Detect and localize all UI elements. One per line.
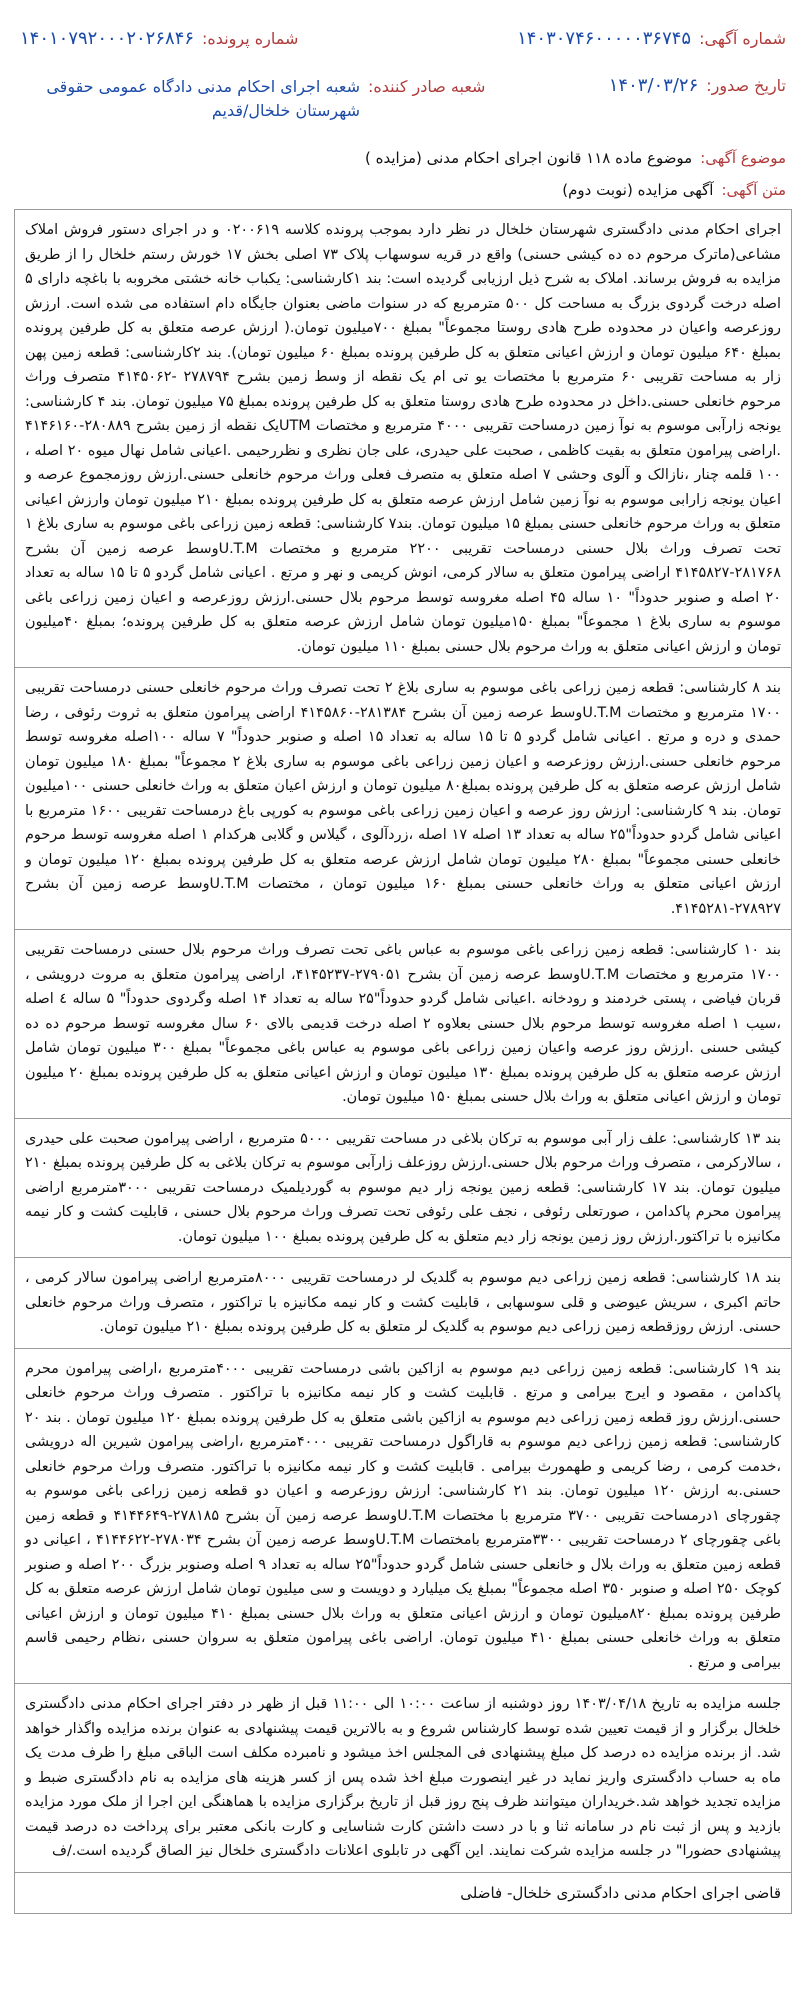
ad-title-row bbox=[14, 181, 792, 199]
ad-text-label: متن آگهی: bbox=[721, 181, 786, 199]
case-number-label: شماره پرونده: bbox=[202, 29, 299, 48]
header-row-2 bbox=[14, 75, 792, 123]
ad-number-block bbox=[517, 28, 786, 49]
ad-number-label: شماره آگهی: bbox=[699, 29, 786, 48]
issue-date-block bbox=[609, 75, 786, 96]
header-row-1 bbox=[14, 28, 792, 49]
paragraph: جلسه مزایده به تاریخ ۱۴۰۳/۰۴/۱۸ روز دوشنبه از ساعت ۱۰:۰۰ الی ۱۱:۰۰ قبل از ظهر در دفتر اجرای احکام مدنی دادگستری خلخال برگزار و از قیمت تعیین شده توسط کارشناس شروع و به بالاترین قیمت پیشنهادی به عنوان برنده مزایده واگذار خواهد شد. از برنده مزایده ده درصد کل مبلغ پیشنهادی فی المجلس اخذ میشود و نامبرده مکلف است الباقی مبلغ را ظرف مدت یک ماه به حساب دادگستری واریز نماید در غیر اینصورت مبلغ اخذ شده پس از کسر هزینه های مزایده به نام دادگستری ضبط و مزایده تجدید خواهد شد.خریداران میتوانند ظرف پنج روز قبل از تاریخ برگزاری مزایده با هماهنگی این اجرا از ملک مورد مزایده بازدید و پس از ثبت نام در سامانه ثنا و با در دست داشتن کارت شناسایی و کارت بانکی معتبر برای پرداخت ده درصد قیمت پیشنهادی حضورا" در جلسه مزایده شرکت نمایند. این آگهی در تابلوی اعلانات دادگستری خلخال نیز الصاق گردیده است./ف bbox=[14, 1684, 792, 1873]
ad-body bbox=[14, 209, 792, 1914]
issue-date-label: تاریخ صدور: bbox=[706, 76, 786, 95]
paragraph: بند ۱۹ کارشناسی: قطعه زمین زراعی دیم موسوم به ازاکین باشی درمساحت تقریبی ۴۰۰۰مترمربع ،اراضی پیرامون محرم پاکدامن ، مقصود و ایرج بیرامی و مرتع . قابلیت کشت و کار نیمه مکانیزه با تراکتور . متصرف وراث مرحوم خانعلی حسنی.ارزش روز قطعه زمین زراعی دیم موسوم به ازاکین باشی متعلق به کل طرفین پرونده بمبلغ ۱۲۰ میلیون تومان . بند ۲۰ کارشناسی: قطعه زمین زراعی دیم موسوم به قاراگول درمساحت تقریبی ۴۰۰۰مترمربع ،اراضی پیرامون شیرین اله درویشی ،خدمت کرمی ، رضا کریمی و طهمورث بیرامی . قابلیت کشت و کار نیمه مکانیزه با تراکتور. متصرف وراث مرحوم خانعلی حسنی.به ارزش ۱۲۰ میلیون تومان. بند ۲۱ کارشناسی: ارزش روزعرصه و اعیان دو قطعه زمین زراعی باغی موسوم به چقورچای ۱درمساحت تقریبی ۳۷۰۰ مترمربع با مختصات U.T.Mوسط عرصه زمین آن بشرح ۲۷۸۱۸۵-۴۱۴۴۶۴۹ و قطعه زمین باغی چقورچای ۲ درمساحت تقریبی ۳۳۰۰مترمربع بامختصات U.T.Mوسط عرصه زمین آن بشرح ۲۷۸۰۳۴-۴۱۴۴۶۲۲ ، اعیانی دو قطعه زمین متعلق به وراث بلال و خانعلی حسنی شامل گردو حدوداً"۲۵ ساله به تعداد ۹ اصله وصنوبر بزرگ ۲۰۰ اصله و صنوبر کوچک ۲۵۰ اصله و صنوبر ۳۵۰ اصله مجموعاً" بمبلغ یک میلیارد و دویست و سی میلیون تومان شامل ارزش عرصه متعلق به کل طرفین پرونده بمبلغ ۸۲۰میلیون تومان و ارزش اعیانی متعلق به وراث بلال حسنی بمبلغ ۴۱۰ میلیون تومان و ارزش اعیانی متعلق به وراث خانعلی حسنی بمبلغ ۴۱۰ میلیون تومان. اراضی باغی پیرامون متعلق به سروان حسنی ،نظام رحیمی قاسم بیرامی و مرتع . bbox=[14, 1349, 792, 1685]
issuing-branch-block bbox=[20, 75, 485, 123]
ad-title: آگهی مزایده (نوبت دوم) bbox=[562, 181, 714, 199]
subject-label: موضوع آگهی: bbox=[700, 149, 786, 167]
paragraph: اجرای احکام مدنی دادگستری شهرستان خلخال در نظر دارد بموجب پرونده کلاسه ۰۲۰۰۶۱۹ و در اجرای دستور فروش املاک مشاعی(ماترک مرحوم ده ده کیشی حسنی) واقع در قریه سوسهاب پلاک ۷۳ اصلی بخش ۱۷ خورش رستم خلخال را از طریق مزایده به فروش برساند. املاک به شرح ذیل ارزیابی گردیده است: بند ۱کارشناسی: یکباب خانه خشتی مخروبه با باغچه دارای ۵ اصله درخت گردوی بزرگ به مساحت کل ۵۰۰ مترمربع که در سنوات ماضی بعنوان جایگاه دام استفاده می شده است. ارزش روزعرصه واعیان در محدوده طرح هادی روستا مجموعاً" بمبلغ ۷۰۰میلیون تومان.( ارزش عرصه متعلق به کل طرفین پرونده بمبلغ ۶۴۰ میلیون تومان و ارزش اعیانی متعلق به کل طرفین پرونده بمبلغ ۶۰ میلیون تومان). بند ۲کارشناسی: قطعه زمین پهن زار به مساحت تقریبی ۶۰ مترمربع با مختصات یو تی ام یک نقطه از وسط زمین بشرح ۲۷۸۷۹۴ -۴۱۴۵۰۶۲ متصرف وراث مرحوم خانعلی حسنی.داخل در محدوده طرح هادی روستا متعلق به کل طرفین پرونده بمبلغ ۷۵ میلیون تومان. بند ۴ کارشناسی: یونجه زارآبی موسوم به نوآ زمین درمساحت تقریبی ۴۰۰۰ مترمربع و مختصات UTMیک نقطه از زمین بشرح ۲۸۰۸۸۹-۴۱۴۶۱۶۰ .اراضی پیرامون متعلق به بقیت کاظمی ، صحبت علی حیدری، علی جان نظری و نظررحیمی .اعیانی شامل نهال میوه ۲۰ اصله ، ۱۰۰ قلمه چنار ،نازالک و آلوی وحشی ۷ اصله متعلق به متصرف فعلی وراث مرحوم خانعلی حسنی.ارزش روزمجموع عرصه و اعیان یونجه زارابی موسوم به نوآ زمین شامل ارزش عرصه متعلق به کل طرفین پرونده بمبلغ ۲۱۰ میلیون تومان وارزش اعیانی متعلق به وراث مرحوم خانعلی حسنی بمبلغ ۱۵ میلیون تومان. بند۷ کارشناسی: قطعه زمین زراعی باغی موسوم به ساری بلاغ ۱ تحت تصرف وراث بلال حسنی درمساحت تقریبی ۲۲۰۰ مترمربع و مختصات U.T.Mوسط عرصه زمین آن بشرح ۲۸۱۷۶۸-۴۱۴۵۸۲۷ اراضی پیرامون متعلق به سالار کرمی، انوش کریمی و نهر و مرتع . اعیانی شامل گردو ۵ تا ۱۵ ساله به تعداد ۲۰ اصله و صنوبر حدوداً" ۱۰ ساله ۴۵ اصله مغروسه توسط مرحوم بلال حسنی.ارزش روزعرصه و اعیان زمین زراعی باغی موسوم به ساری بلاغ ۱ مجموعاً" بمبلغ ۱۵۰میلیون تومان شامل ارزش عرصه متعلق به کل طرفین پرونده؛ بمبلغ ۴۰میلیون تومان و ارزش اعیانی متعلق به وراث مرحوم بلال حسنی بمبلغ ۱۱۰ میلیون تومان. bbox=[14, 209, 792, 668]
case-number: ۱۴۰۱۰۷۹۲۰۰۰۲۰۲۶۸۴۶ bbox=[20, 28, 195, 49]
paragraph: بند ۱۳ کارشناسی: علف زار آبی موسوم به ترکان بلاغی در مساحت تقریبی ۵۰۰۰ مترمربع ، اراضی پیرامون صحبت علی حیدری ، سالارکرمی ، متصرف وراث مرحوم بلال حسنی.ارزش روزعلف زارآبی موسوم به ترکان بلاغی به کل طرفین پرونده بمبلغ ۲۱۰ میلیون تومان. بند ۱۷ کارشناسی: قطعه زمین یونجه زار دیم موسوم به گوردیلمیک درمساحت تقریبی ۳۰۰۰مترمربع اراضی پیرامون محرم پاکدامن ، صورتعلی رئوفی ، نجف علی رئوفی تحت تصرف وراث مرحوم بلال حسنی ، قابلیت کشت و کار نیمه مکانیزه با تراکتور.ارزش روز زمین یونجه زار دیم متعلق به کل طرفین پرونده بمبلغ ۱۰۰ میلیون تومان. bbox=[14, 1119, 792, 1259]
subject-text: موضوع ماده ۱۱۸ قانون اجرای احکام مدنی (مزایده ) bbox=[364, 149, 693, 167]
paragraph: بند ۸ کارشناسی: قطعه زمین زراعی باغی موسوم به ساری بلاغ ۲ تحت تصرف وراث مرحوم خانعلی حسنی درمساحت تقریبی ۱۷۰۰ مترمربع و مختصات U.T.Mوسط عرصه زمین آن بشرح ۲۸۱۳۸۴-۴۱۴۵۸۶۰ اراضی پیرامون متعلق به ثروت رئوفی ، رضا حمدی و دره و مرتع . اعیانی شامل گردو ۵ تا ۱۵ ساله به تعداد ۱۵ اصله و صنوبر حدوداً" ۷ ساله ۱۰۰اصله مغروسه توسط مرحوم خانعلی حسنی.ارزش روزعرصه و اعیان زمین زراعی باغی موسوم به ساری بلاغ ۲ مجموعاً" بمبلغ ۱۸۰ میلیون تومان شامل ارزش عرصه متعلق به کل طرفین پرونده بمبلغ۸۰ میلیون تومان و ارزش اعیان متعلق به وراث خانعلی حسنی ۱۰۰میلیون تومان. بند ۹ کارشناسی: ارزش روز عرصه و اعیان زمین زراعی باغی موسوم به کورپی باغ درمساحت تقریبی ۱۶۰۰ مترمربع با اعیانی شامل گردو حدوداً"۲۵ ساله به تعداد ۱۳ اصله ۱۷ اصله ،زردآلوی ، گیلاس و گلابی هرکدام ۱ اصله مغروسه توسط مرحوم خانعلی حسنی مجموعاً" بمبلغ ۲۸۰ میلیون تومان شامل ارزش عرصه متعلق به کل طرفین پرونده بمبلغ ۱۲۰ میلیون تومان و ارزش اعیانی متعلق به وراث خانعلی حسنی بمبلغ ۱۶۰ میلیون تومان ، مختصات U.T.Mوسط عرصه زمین آن بشرح ۲۷۸۹۲۷-۴۱۴۵۲۸۱. bbox=[14, 668, 792, 930]
issuing-branch-label: شعبه صادر کننده: bbox=[368, 77, 486, 96]
subject-row bbox=[14, 149, 792, 167]
issuing-branch: شعبه اجرای احکام مدنی دادگاه عمومی حقوقی شهرستان خلخال/قدیم bbox=[46, 77, 360, 120]
paragraph: بند ۱۸ کارشناسی: قطعه زمین زراعی دیم موسوم به گلدیک لر درمساحت تقریبی ۸۰۰۰مترمربع اراضی پیرامون سالار کرمی ، حاتم اکبری ، سریش عیوضی و قلی سوسهابی ، قابلیت کشت و کار نیمه مکانیزه با تراکتور ، متصرف وراث مرحوم خانعلی حسنی. ارزش روزقطعه زمین زراعی دیم موسوم به گلدیک لر متعلق به کل طرفین پرونده بمبلغ ۲۱۰ میلیون تومان. bbox=[14, 1258, 792, 1349]
ad-number: ۱۴۰۳۰۷۴۶۰۰۰۰۰۳۶۷۴۵ bbox=[517, 28, 692, 49]
issue-date: ۱۴۰۳/۰۳/۲۶ bbox=[608, 75, 699, 96]
signature: قاضی اجرای احکام مدنی دادگستری خلخال- فاضلی bbox=[14, 1873, 792, 1914]
paragraph: بند ۱۰ کارشناسی: قطعه زمین زراعی باغی موسوم به عباس باغی تحت تصرف وراث مرحوم بلال حسنی درمساحت تقریبی ۱۷۰۰ مترمربع و مختصات U.T.Mوسط عرصه زمین آن بشرح ۲۷۹۰۵۱-۴۱۴۵۲۳۷، اراضی پیرامون متعلق به مروت درویشی ، قربان فیاضی ، پستی خردمند و رودخانه .اعیانی شامل گردو حدوداً"۲۵ ساله به تعداد ۱۴ اصله وگردوی حدوداً" ۵ ساله ٤ اصله ،سیب ۱ اصله مغروسه توسط مرحوم بلال حسنی بعلاوه ۲ اصله درخت قدیمی بالای ۶۰ سال مغروسه توسط مرحوم ده ده کیشی حسنی .ارزش روز عرصه واعیان زمین زراعی باغی موسوم به عباس باغی مجموعاً" بمبلغ ۳۰۰ میلیون تومان شامل ارزش عرصه متعلق به کل طرفین پرونده بمبلغ ۱۳۰ میلیون تومان و ارزش اعیانی متعلق به کل طرفین پرونده بمبلغ ۲۰ میلیون تومان و ارزش اعیانی متعلق به وراث بلال حسنی بمبلغ ۱۵۰ میلیون تومان. bbox=[14, 930, 792, 1119]
case-number-block bbox=[20, 28, 298, 49]
